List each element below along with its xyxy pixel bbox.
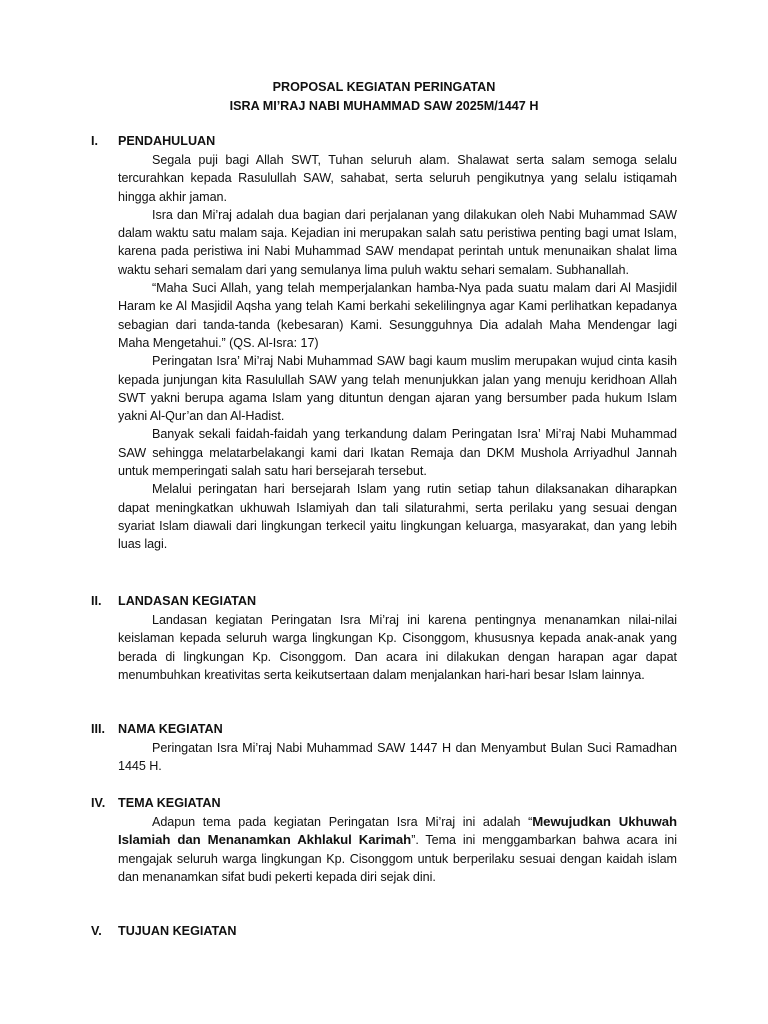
- paragraph: Peringatan Isra Mi’raj Nabi Muhammad SAW 1447 H dan Menyambut Bulan Suci Ramadhan 1445 H.: [118, 741, 677, 774]
- theme-text-after: ”. Tema ini menggambarkan bahwa acara ini mengajak seluruh warga lingkungan Kp. Cisonggom untuk berperilaku sesuai dengan kaidah islam dan menanamkan sifat budi pekerti kepada diri sejak dini.: [118, 833, 678, 884]
- theme-paragraph: [118, 813, 677, 886]
- theme-text-before: Adapun tema pada kegiatan Peringatan Isra Mi’raj ini adalah “: [152, 815, 533, 829]
- paragraph: “Maha Suci Allah, yang telah memperjalankan hamba-Nya pada suatu malam dari Al Masjidil Haram ke Al Masjidil Aqsha yang telah Kami berkahi sekelilingnya agar Kami perlihatkan kepadanya sebagian dari tanda-tanda (kebesaran) Kami. Sesungguhnya Dia adalah Maha Mendengar lagi Maha Mengetahui.” (QS. Al-Isra: 17): [118, 281, 677, 350]
- paragraph: Peringatan Isra’ Mi’raj Nabi Muhammad SAW bagi kaum muslim merupakan wujud cinta kasih kepada junjungan kita Rasulullah SAW yang telah menunjukkan jalan yang menuju keridhoan Allah SWT yakni berupa agama Islam yang dituntun dengan ajaran yang bersumber pada hukum Islam yakni Al-Qur’an dan Al-Hadist.: [118, 354, 677, 424]
- paragraph: Isra dan Mi’raj adalah dua bagian dari perjalanan yang dilakukan oleh Nabi Muhammad SAW dalam waktu satu malam saja. Kejadian ini merupakan salah satu peristiwa penting bagi umat Islam, karena pada peristiwa ini Nabi Muhammad SAW mendapat perintah untuk menunaikan shalat lima waktu sehari semalam dari yang semulanya lima puluh waktu sehari semalam. Subhanallah.: [118, 207, 677, 277]
- section-number: I.: [91, 134, 98, 148]
- section-heading: [91, 922, 677, 941]
- section-pendahuluan: [91, 132, 677, 554]
- theme-name: Mewujudkan Ukhuwah Islamiah dan Menanamkan Akhlakul Karimah: [118, 814, 678, 848]
- section-tema-kegiatan: [91, 794, 677, 886]
- section-title: TUJUAN KEGIATAN: [118, 924, 237, 938]
- paragraph: Landasan kegiatan Peringatan Isra Mi’raj ini karena pentingnya menanamkan nilai-nilai keislaman kepada seluruh warga lingkungan Kp. Cisonggom, khususnya kepada anak-anak yang berada di lingkungan Kp. Cisonggom. Dan acara ini dilakukan dengan harapan agar dapat menumbuhkan kreativitas serta keikutsertaan dalam menjalankan hari-hari besar Islam lainnya.: [118, 613, 677, 682]
- section-body: [118, 611, 677, 684]
- section-heading: [91, 720, 677, 739]
- title-line-1: PROPOSAL KEGIATAN PERINGATAN: [272, 80, 496, 94]
- section-title: TEMA KEGIATAN: [118, 796, 221, 810]
- section-title: NAMA KEGIATAN: [118, 722, 223, 736]
- section-number: V.: [91, 924, 102, 938]
- section-title: LANDASAN KEGIATAN: [118, 594, 257, 608]
- section-landasan-kegiatan: [91, 592, 677, 684]
- section-number: II.: [91, 594, 102, 608]
- section-number: IV.: [91, 796, 106, 810]
- paragraph: Melalui peringatan hari bersejarah Islam yang rutin setiap tahun dilaksanakan diharapkan dapat meningkatkan ukhuwah Islamiyah dan tali silaturahmi, serta perilaku yang sesuai dengan syariat Islam diawali dari lingkungan terkecil yaitu lingkungan keluarga, masyarakat, dan yang lebih luas lagi.: [118, 482, 677, 552]
- section-heading: [91, 592, 677, 611]
- paragraph: Segala puji bagi Allah SWT, Tuhan seluruh alam. Shalawat serta salam semoga selalu tercurahkan kepada Rasulullah SAW, sahabat, serta seluruh pengikutnya yang selalu istiqamah hingga akhir jaman.: [118, 153, 677, 204]
- section-heading: [91, 132, 677, 151]
- document-title: [0, 78, 768, 115]
- section-title: PENDAHULUAN: [118, 134, 216, 148]
- paragraph: Banyak sekali faidah-faidah yang terkandung dalam Peringatan Isra’ Mi’raj Nabi Muhammad SAW sehingga melatarbelakangi kami dari Ikatan Remaja dan DKM Mushola Arriyadhul Jannah untuk memperingati salah satu hari bersejarah tersebut.: [118, 427, 677, 479]
- section-body: [118, 813, 677, 886]
- section-body: [118, 739, 677, 776]
- title-line-2: ISRA MI’RAJ NABI MUHAMMAD SAW 2025M/1447 H: [229, 98, 539, 113]
- section-number: III.: [91, 722, 105, 736]
- section-tujuan-kegiatan: [91, 922, 677, 941]
- section-body: [118, 151, 677, 554]
- section-heading: [91, 794, 677, 813]
- section-nama-kegiatan: [91, 720, 677, 776]
